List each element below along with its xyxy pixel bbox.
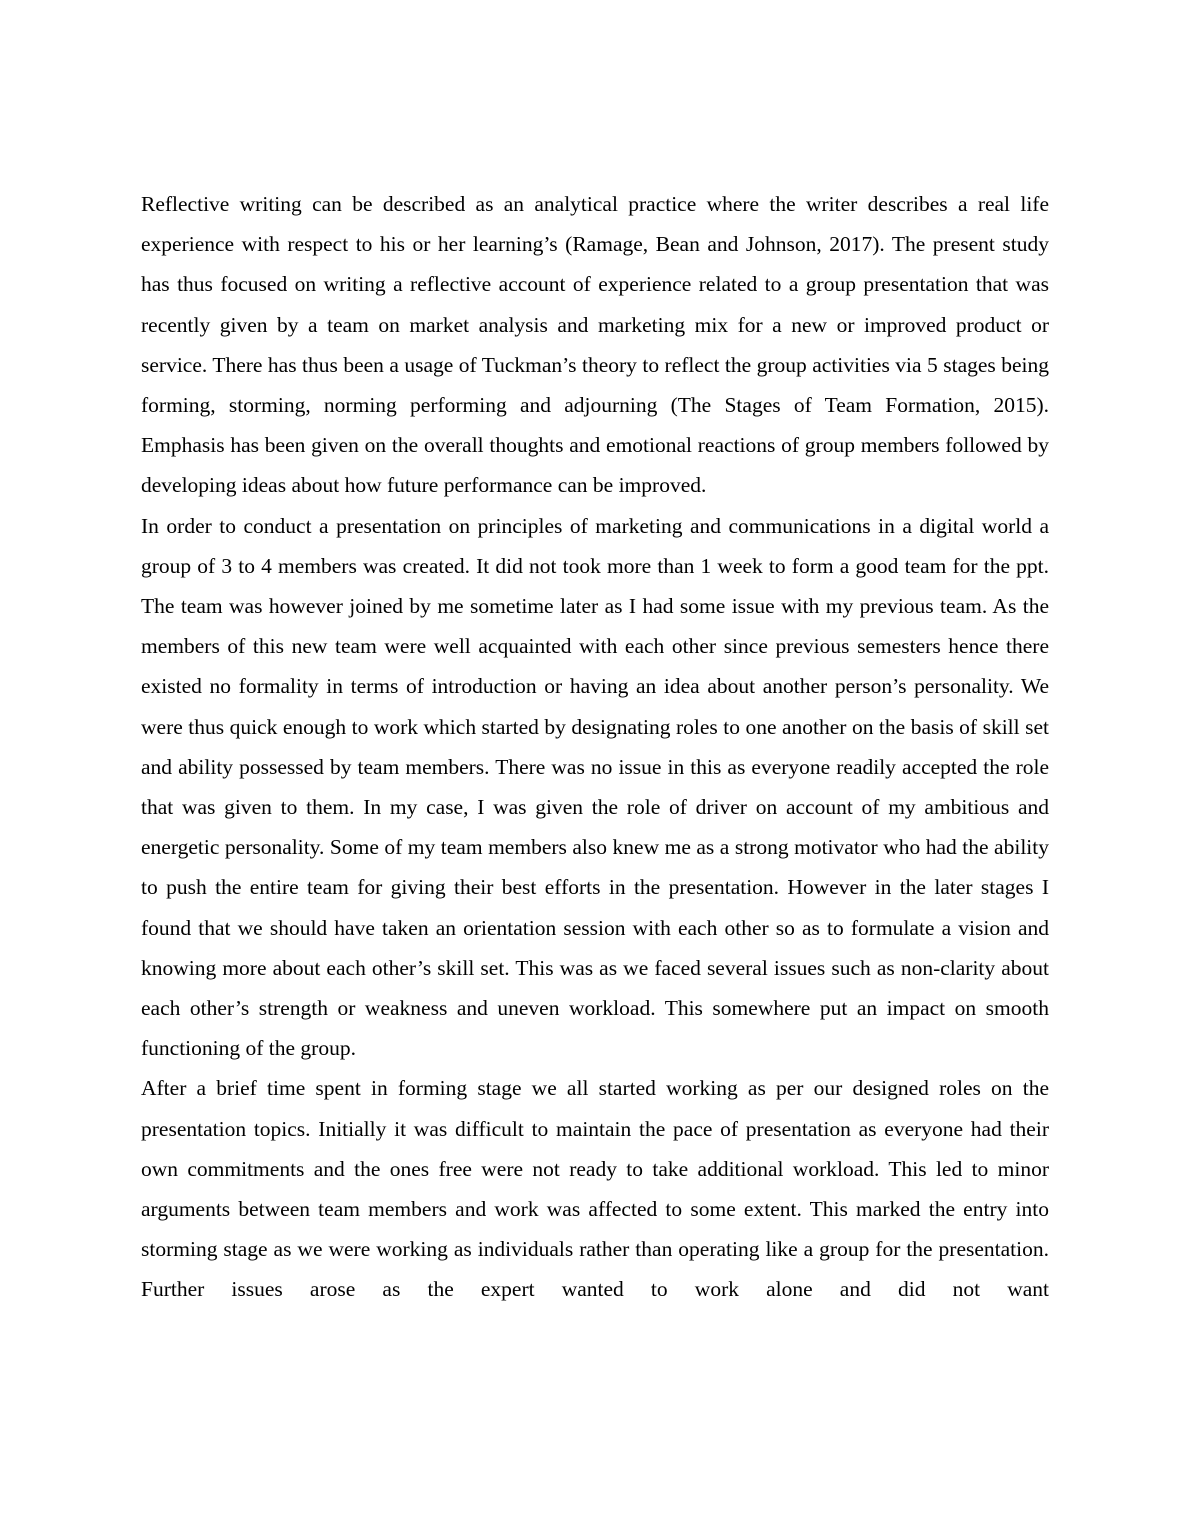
paragraph-introduction: Reflective writing can be described as an analytical practice where the writer describes a real life experience with respect to his or her learning’s (Ramage, Bean and Johnson, 2017). The present study has thus focused on writing a reflective account of experience related to a group presentation that was recently given by a team on market analysis and marketing mix for a new or improved product or service. There has thus been a usage of Tuckman’s theory to reflect the group activities via 5 stages being forming, storming, norming performing and adjourning (The Stages of Team Formation, 2015). Emphasis has been given on the overall thoughts and emotional reactions of group members followed by developing ideas about how future performance can be improved. [141, 192, 1049, 498]
document-body [141, 184, 1049, 1310]
paragraph-storming-stage: After a brief time spent in forming stage we all started working as per our designed roles on the presentation topics. Initially it was difficult to maintain the pace of presentation as everyone had their own commitments and the ones free were not ready to take additional workload. This led to minor arguments between team members and work was affected to some extent. This marked the entry into storming stage as we were working as individuals rather than operating like a group for the presentation. Further issues arose as the expert wanted to work alone and did not want [141, 1076, 1049, 1302]
paragraph-forming-stage: In order to conduct a presentation on principles of marketing and communications in a digital world a group of 3 to 4 members was created. It did not took more than 1 week to form a good team for the ppt. The team was however joined by me sometime later as I had some issue with my previous team. As the members of this new team were well acquainted with each other since previous semesters hence there existed no formality in terms of introduction or having an idea about another person’s personality. We were thus quick enough to work which started by designating roles to one another on the basis of skill set and ability possessed by team members. There was no issue in this as everyone readily accepted the role that was given to them. In my case, I was given the role of driver on account of my ambitious and energetic personality. Some of my team members also knew me as a strong motivator who had the ability to push the entire team for giving their best efforts in the presentation. However in the later stages I found that we should have taken an orientation session with each other so as to formulate a vision and knowing more about each other’s skill set. This was as we faced several issues such as non-clarity about each other’s strength or weakness and uneven workload. This somewhere put an impact on smooth functioning of the group. [141, 513, 1049, 1061]
